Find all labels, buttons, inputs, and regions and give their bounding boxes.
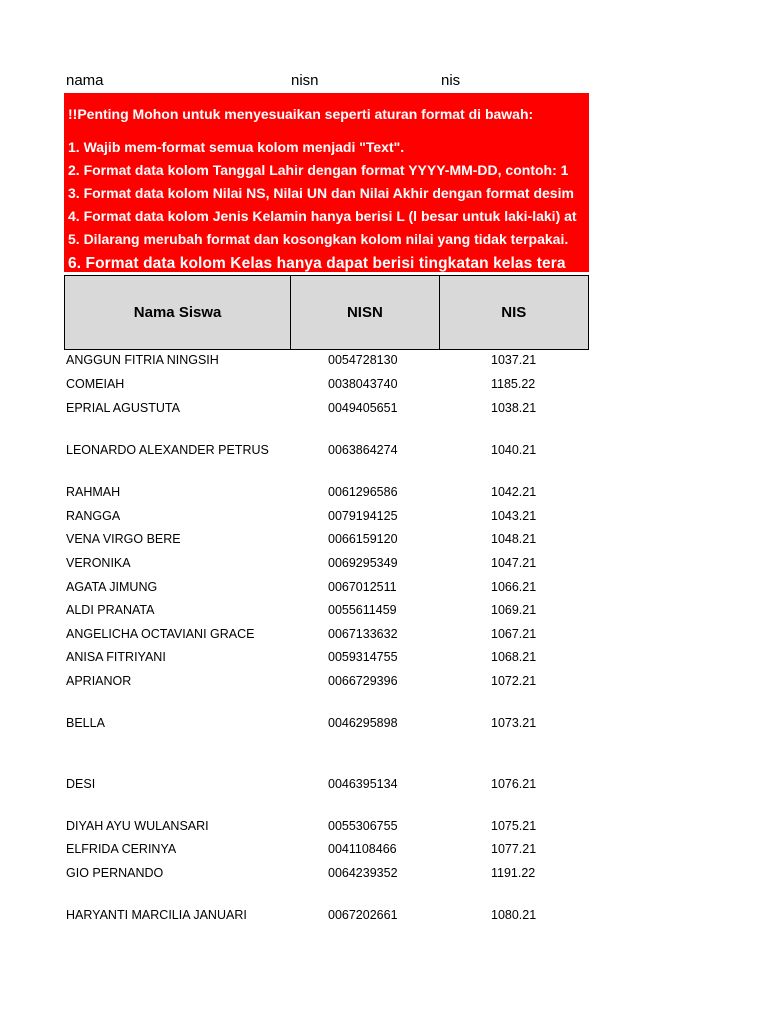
- table-row[interactable]: [0, 625, 768, 645]
- cell-nisn: 0059314755: [328, 650, 398, 664]
- cell-nisn: 0066729396: [328, 674, 398, 688]
- cell-name: ALDI PRANATA: [66, 603, 155, 617]
- table-row[interactable]: [0, 714, 768, 734]
- cell-nis: 1075.21: [491, 819, 537, 833]
- table-row[interactable]: [0, 775, 768, 795]
- cell-nisn: 0055611459: [328, 603, 397, 617]
- cell-nis: 1066.21: [491, 580, 537, 594]
- header-nama-siswa[interactable]: Nama Siswa: [65, 276, 291, 349]
- cell-name: ANISA FITRIYANI: [66, 650, 166, 664]
- cell-nisn: 0067133632: [328, 627, 398, 641]
- cell-nis: 1040.21: [491, 443, 537, 457]
- cell-nis: 1191.22: [491, 866, 536, 880]
- cell-name: DIYAH AYU WULANSARI: [66, 819, 209, 833]
- cell-name: AGATA JIMUNG: [66, 580, 158, 594]
- cell-nis: 1076.21: [491, 777, 537, 791]
- cell-nisn: 0041108466: [328, 842, 397, 856]
- table-row[interactable]: [0, 483, 768, 503]
- cell-nisn: 0049405651: [328, 401, 398, 415]
- field-nisn[interactable]: nisn: [291, 72, 319, 89]
- field-nis[interactable]: nis: [441, 72, 461, 89]
- cell-nis: 1068.21: [491, 650, 537, 664]
- notice-rule-2: 2. Format data kolom Tanggal Lahir dengan format YYYY-MM-DD, contoh: 1: [68, 162, 569, 178]
- table-row[interactable]: [0, 507, 768, 527]
- cell-name: RANGGA: [66, 509, 121, 523]
- notice-rule-4: 4. Format data kolom Jenis Kelamin hanya berisi L (l besar untuk laki-laki) at: [68, 208, 577, 224]
- cell-nis: 1042.21: [491, 485, 537, 499]
- header-nis[interactable]: NIS: [501, 304, 527, 321]
- cell-name: VERONIKA: [66, 556, 131, 570]
- cell-nis: 1185.22: [491, 377, 536, 391]
- cell-name: DESI: [66, 777, 96, 791]
- table-row[interactable]: [0, 375, 768, 395]
- cell-name: LEONARDO ALEXANDER PETRUS: [66, 443, 269, 457]
- table-row[interactable]: [0, 441, 768, 461]
- cell-nisn: 0046395134: [328, 777, 398, 791]
- cell-nisn: 0054728130: [328, 353, 398, 367]
- cell-nis: 1047.21: [491, 556, 537, 570]
- table-row[interactable]: [0, 864, 768, 884]
- cell-name: HARYANTI MARCILIA JANUARI: [66, 908, 247, 922]
- cell-name: COMEIAH: [66, 377, 125, 391]
- cell-nis: 1037.21: [491, 353, 537, 367]
- notice-rule-1: 1. Wajib mem-format semua kolom menjadi "Text".: [68, 139, 405, 155]
- cell-nisn: 0061296586: [328, 485, 398, 499]
- cell-name: ELFRIDA CERINYA: [66, 842, 177, 856]
- table-row[interactable]: [0, 530, 768, 550]
- cell-nis: 1038.21: [491, 401, 537, 415]
- cell-name: RAHMAH: [66, 485, 121, 499]
- cell-nisn: 0063864274: [328, 443, 398, 457]
- cell-nisn: 0038043740: [328, 377, 398, 391]
- table-row[interactable]: [0, 554, 768, 574]
- table-row[interactable]: [0, 672, 768, 692]
- cell-nisn: 0064239352: [328, 866, 398, 880]
- table-row[interactable]: [0, 578, 768, 598]
- cell-name: BELLA: [66, 716, 105, 730]
- table-header: [64, 275, 589, 350]
- cell-nis: 1080.21: [491, 908, 537, 922]
- cell-nis: 1077.21: [491, 842, 537, 856]
- table-row[interactable]: [0, 817, 768, 837]
- table-row[interactable]: [0, 351, 768, 371]
- table-row[interactable]: [0, 399, 768, 419]
- notice-rule-3: 3. Format data kolom Nilai NS, Nilai UN dan Nilai Akhir dengan format desim: [68, 185, 574, 201]
- field-nama[interactable]: nama: [66, 72, 104, 89]
- cell-nisn: 0069295349: [328, 556, 398, 570]
- cell-name: EPRIAL AGUSTUTA: [66, 401, 180, 415]
- cell-nisn: 0055306755: [328, 819, 398, 833]
- cell-nis: 1048.21: [491, 532, 537, 546]
- cell-nis: 1073.21: [491, 716, 537, 730]
- cell-nis: 1067.21: [491, 627, 537, 641]
- notice-rule-5: 5. Dilarang merubah format dan kosongkan kolom nilai yang tidak terpakai.: [68, 231, 569, 247]
- table-row[interactable]: [0, 648, 768, 668]
- cell-nisn: 0079194125: [328, 509, 398, 523]
- cell-nis: 1069.21: [491, 603, 537, 617]
- cell-nisn: 0067202661: [328, 908, 398, 922]
- table-row[interactable]: [0, 840, 768, 860]
- cell-nis: 1072.21: [491, 674, 537, 688]
- notice-rule-6: 6. Format data kolom Kelas hanya dapat berisi tingkatan kelas tera: [68, 255, 566, 272]
- header-nisn[interactable]: NISN: [291, 276, 439, 349]
- table-row[interactable]: [0, 906, 768, 926]
- cell-name: ANGELICHA OCTAVIANI GRACE: [66, 627, 255, 641]
- cell-name: APRIANOR: [66, 674, 132, 688]
- cell-nisn: 0067012511: [328, 580, 397, 594]
- cell-name: ANGGUN FITRIA NINGSIH: [66, 353, 219, 367]
- cell-name: GIO PERNANDO: [66, 866, 164, 880]
- table-row[interactable]: [0, 601, 768, 621]
- cell-nisn: 0046295898: [328, 716, 398, 730]
- cell-nis: 1043.21: [491, 509, 537, 523]
- cell-nisn: 0066159120: [328, 532, 398, 546]
- cell-name: VENA VIRGO BERE: [66, 532, 181, 546]
- format-notice-box: [64, 93, 589, 272]
- notice-heading: !!Penting Mohon untuk menyesuaikan seperti aturan format di bawah:: [68, 106, 534, 122]
